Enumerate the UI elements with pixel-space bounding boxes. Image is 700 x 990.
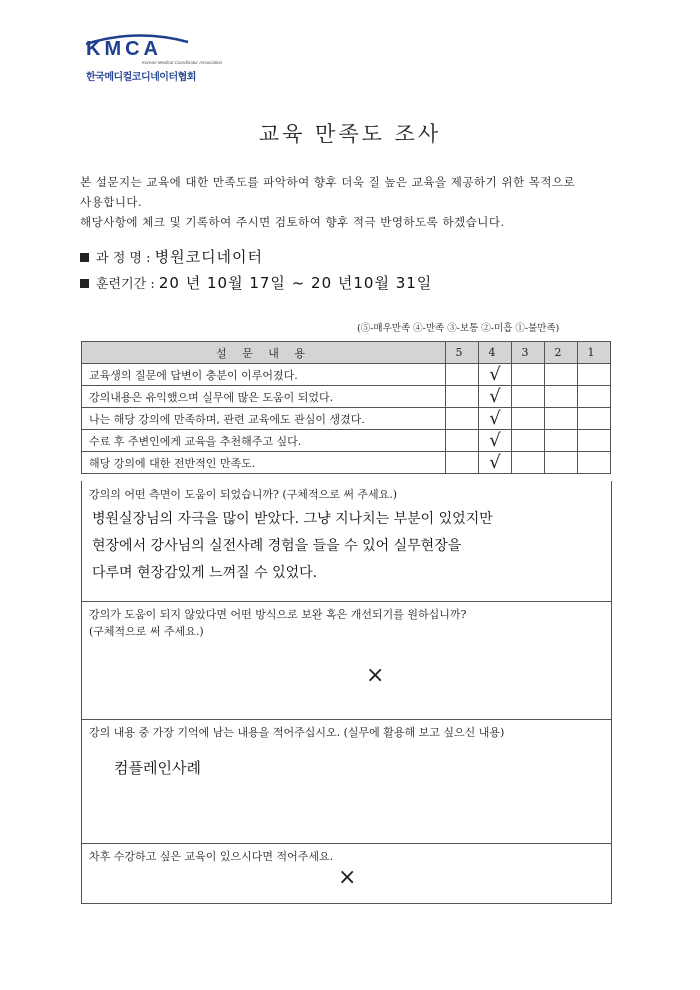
cross-mark-icon: ×: [338, 865, 357, 890]
course-name-field: [80, 246, 263, 267]
memorable-content-section: [81, 719, 612, 844]
intro-line: 사용합니다.: [80, 195, 143, 209]
course-label: 과 정 명 :: [96, 251, 151, 266]
square-bullet-icon: [80, 279, 89, 288]
answer-line: 병원실장님의 자극을 많이 받았다. 그냥 지나치는 부분이 있었지만: [92, 511, 493, 527]
kmca-logo: [86, 38, 226, 88]
score-header: 3: [512, 342, 545, 364]
memorable-content-answer[interactable]: [114, 755, 201, 782]
answer-line: 다루며 현장감있게 느껴질 수 있었다.: [92, 565, 318, 581]
question-text: 수료 후 주변인에게 교육을 추천해주고 싶다.: [82, 430, 446, 452]
section-prompt: 강의 내용 중 가장 기억에 남는 내용을 적어주십시오. (실무에 활용해 보고 싶으신 내용): [89, 726, 505, 739]
cross-mark-icon: ×: [366, 663, 385, 688]
score-cell[interactable]: [479, 452, 512, 474]
score-cell[interactable]: [446, 452, 479, 474]
logo-wordmark: KMCA: [86, 38, 162, 60]
score-cell[interactable]: [512, 386, 545, 408]
score-cell[interactable]: [446, 364, 479, 386]
table-row: [82, 386, 611, 408]
score-cell[interactable]: [545, 452, 578, 474]
question-column-header: 설 문 내 용: [82, 342, 446, 364]
page-title: 교육 만족도 조사: [258, 122, 442, 146]
question-text: 강의내용은 유익했으며 실무에 많은 도움이 되었다.: [82, 386, 446, 408]
score-header: 4: [479, 342, 512, 364]
section-prompt: 강의의 어떤 측면이 도움이 되었습니까? (구체적으로 써 주세요.): [89, 488, 398, 501]
checkmark-icon: √: [489, 363, 501, 385]
table-row: [82, 408, 611, 430]
score-cell[interactable]: [479, 386, 512, 408]
score-cell[interactable]: [512, 408, 545, 430]
helpful-aspects-section: [81, 481, 612, 602]
table-row: [82, 452, 611, 474]
score-cell[interactable]: [545, 364, 578, 386]
score-cell[interactable]: [512, 452, 545, 474]
training-period-field: [80, 272, 432, 293]
question-text: 나는 해당 강의에 만족하며, 관련 교육에도 관심이 생겼다.: [82, 408, 446, 430]
question-text: 해당 강의에 대한 전반적인 만족도.: [82, 452, 446, 474]
intro-line: 본 설문지는 교육에 대한 만족도를 파악하여 향후 더욱 질 높은 교육을 제공하기 위한 목적으로: [80, 175, 576, 189]
score-cell[interactable]: [446, 386, 479, 408]
period-value[interactable]: 20 년 10월 17일 ~ 20 년10월 31일: [158, 274, 433, 292]
score-cell[interactable]: [578, 386, 611, 408]
answer-line: 컴플레인사례: [114, 759, 201, 777]
score-cell[interactable]: [545, 386, 578, 408]
score-cell[interactable]: [578, 408, 611, 430]
score-cell[interactable]: [578, 452, 611, 474]
intro-paragraph: [80, 172, 620, 232]
helpful-aspects-answer[interactable]: [92, 506, 602, 587]
score-cell[interactable]: [578, 364, 611, 386]
logo-subtitle: Korean Medical Coordinator Association: [142, 60, 223, 65]
logo-korean-name: 한국메디컬코디네이터협회: [86, 72, 196, 83]
section-prompt-note: (구체적으로 써 주세요.): [89, 625, 204, 638]
future-course-section: [81, 843, 612, 904]
question-text: 교육생의 질문에 답변이 충분이 이루어졌다.: [82, 364, 446, 386]
checkmark-icon: √: [489, 429, 501, 451]
period-label: 훈련기간 :: [96, 277, 155, 292]
table-row: [82, 364, 611, 386]
score-cell[interactable]: [578, 430, 611, 452]
checkmark-icon: √: [489, 385, 501, 407]
square-bullet-icon: [80, 253, 89, 262]
improvement-section: [81, 601, 612, 720]
score-cell[interactable]: [545, 430, 578, 452]
score-cell[interactable]: [512, 430, 545, 452]
score-cell[interactable]: [479, 364, 512, 386]
table-row: [82, 430, 611, 452]
rating-scale-legend: (⑤-매우만족 ④-만족 ③-보통 ②-미흡 ①-불만족): [357, 323, 560, 334]
intro-line: 해당사항에 체크 및 기록하여 주시면 검토하여 향후 적극 반영하도록 하겠습니다.: [80, 215, 505, 229]
section-prompt: 강의가 도움이 되지 않았다면 어떤 방식으로 보완 혹은 개선되기를 원하십니까?: [89, 608, 467, 621]
score-cell[interactable]: [545, 408, 578, 430]
score-header: 5: [446, 342, 479, 364]
rating-table: [81, 341, 611, 474]
score-cell[interactable]: [479, 430, 512, 452]
score-header: 2: [545, 342, 578, 364]
section-prompt: 차후 수강하고 싶은 교육이 있으시다면 적어주세요.: [89, 850, 334, 863]
course-value[interactable]: 병원코디네이터: [154, 248, 264, 266]
score-cell[interactable]: [446, 430, 479, 452]
score-cell[interactable]: [479, 408, 512, 430]
rating-table-header: [82, 342, 611, 364]
score-cell[interactable]: [512, 364, 545, 386]
checkmark-icon: √: [489, 451, 501, 473]
answer-line: 현장에서 강사님의 실전사례 경험을 들을 수 있어 실무현장을: [92, 538, 462, 554]
checkmark-icon: √: [489, 407, 501, 429]
score-header: 1: [578, 342, 611, 364]
score-cell[interactable]: [446, 408, 479, 430]
